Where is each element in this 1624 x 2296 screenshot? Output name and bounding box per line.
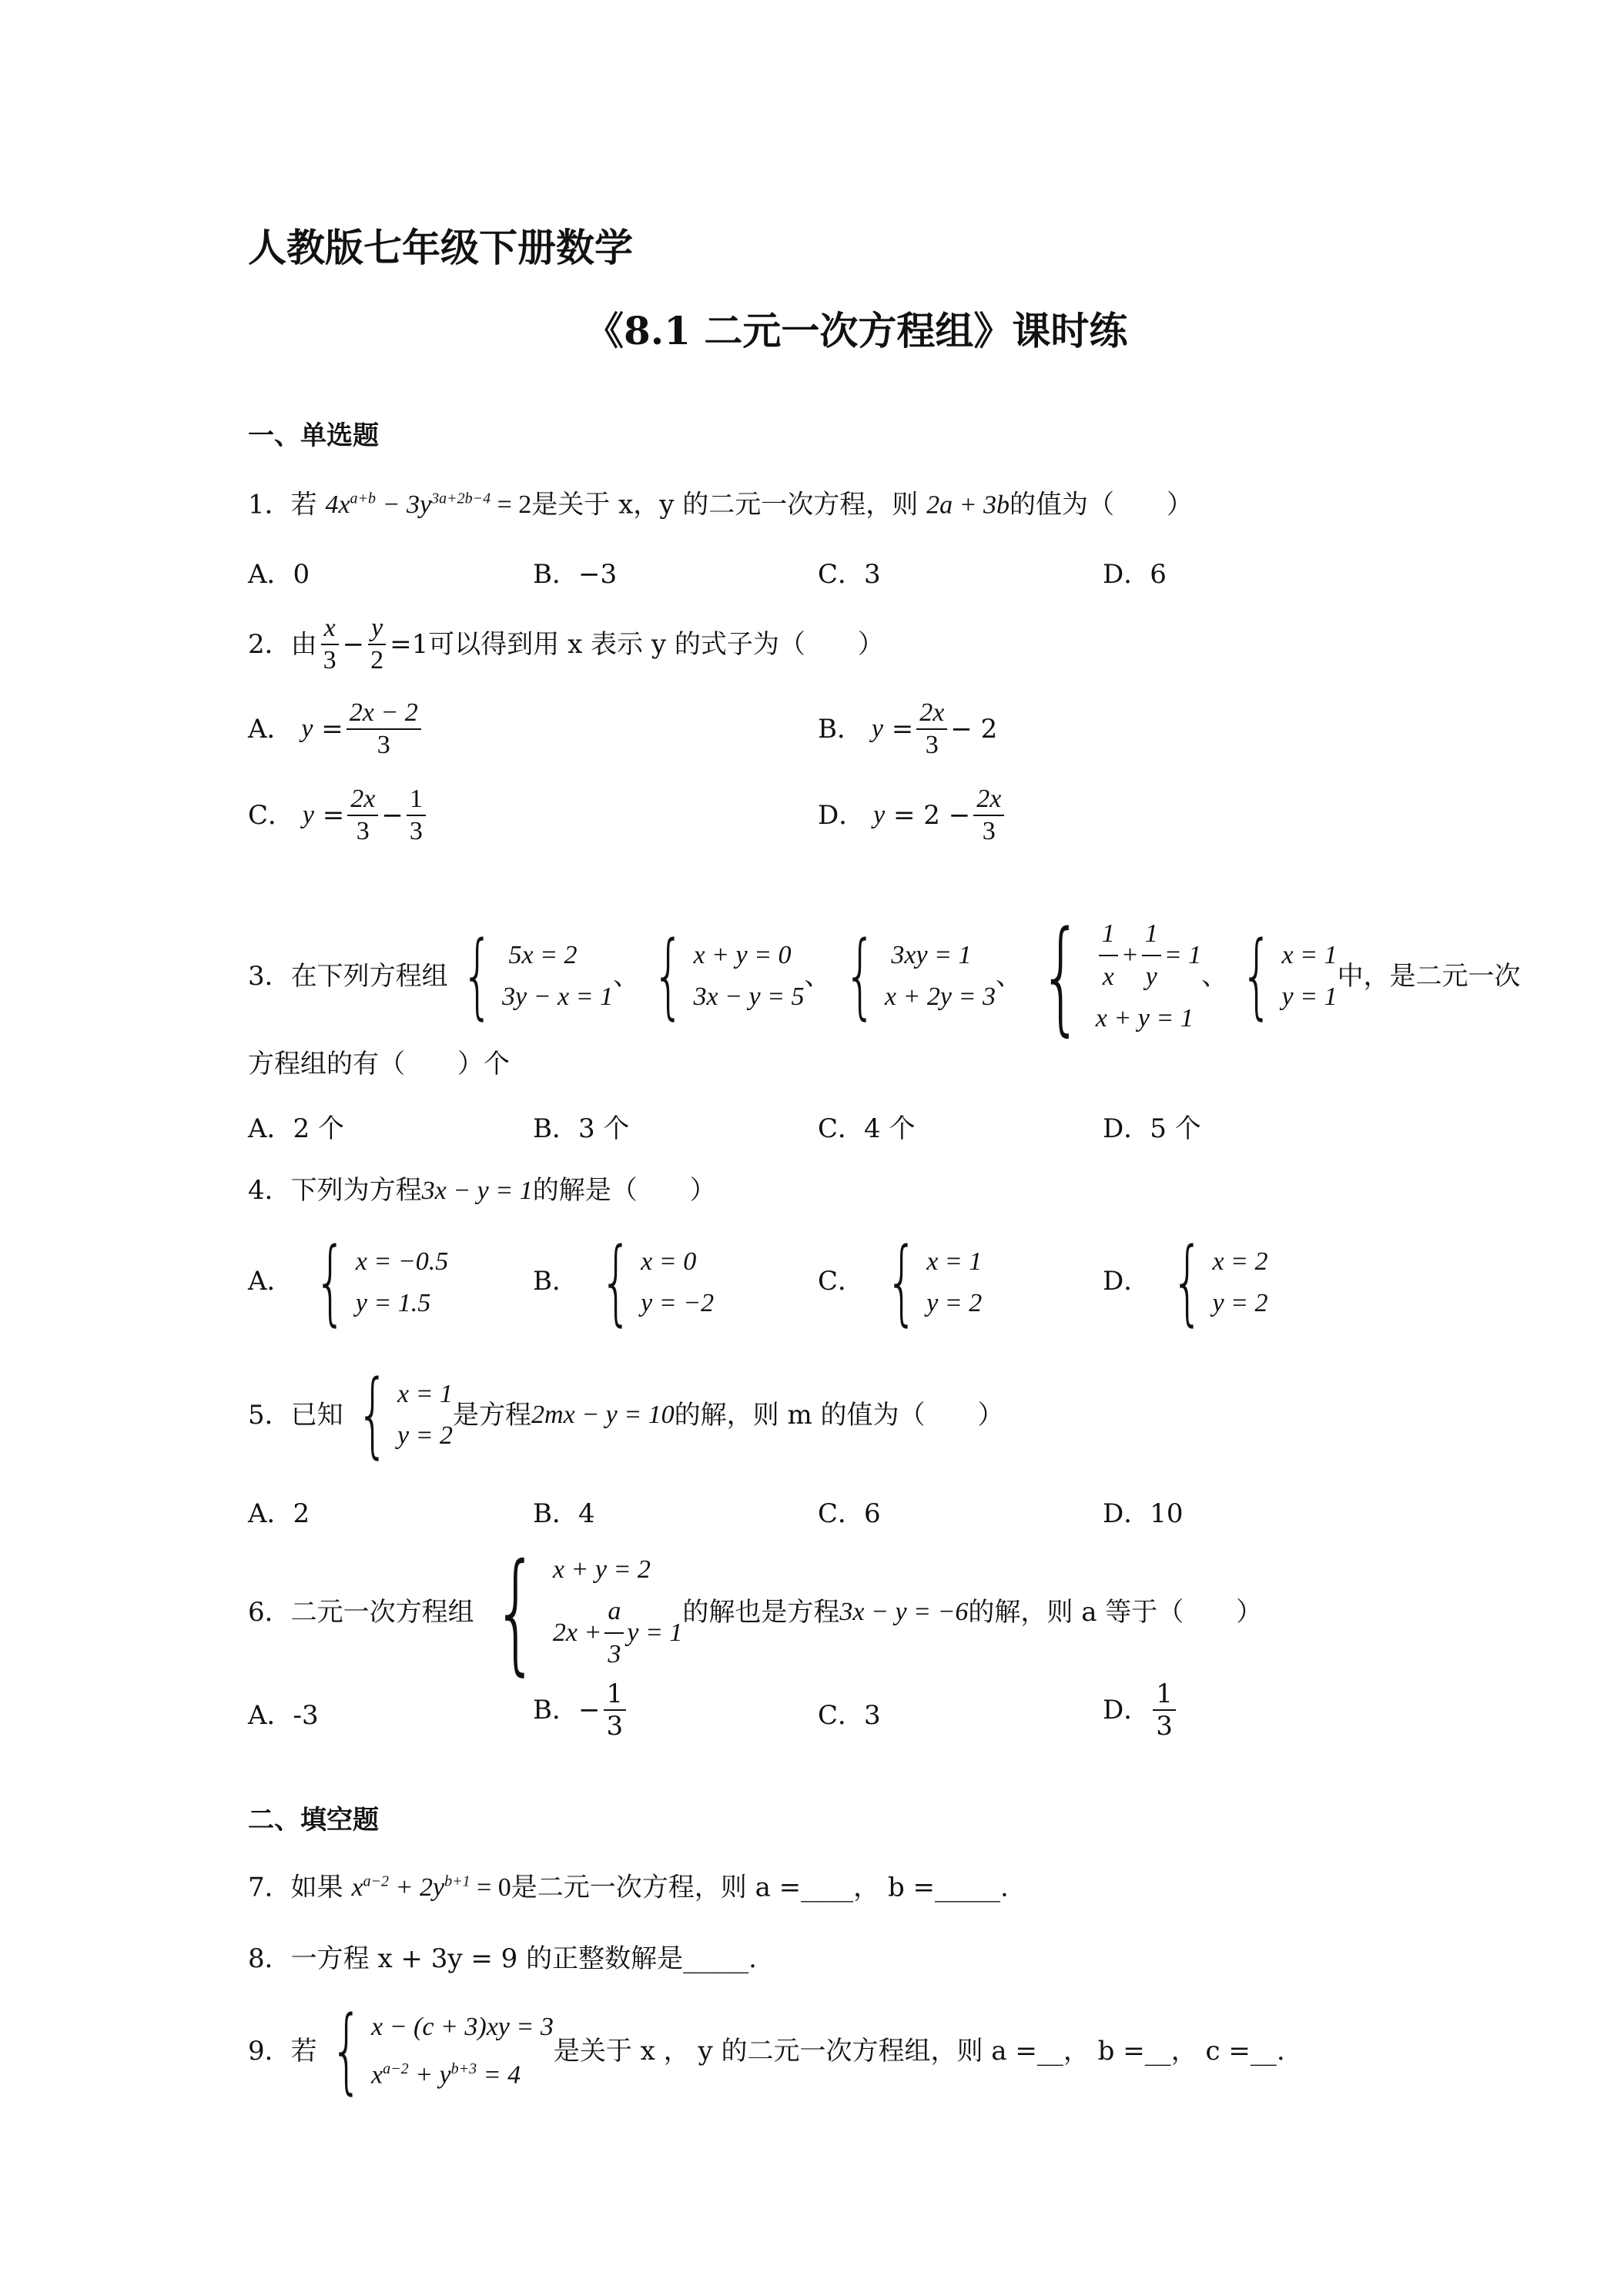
q5-option-d[interactable]: D．10 — [1103, 1498, 1184, 1529]
q3-option-b[interactable]: B．3 个 — [533, 1113, 630, 1144]
q6-option-c[interactable]: C．3 — [818, 1700, 881, 1731]
q1-option-b[interactable]: B．−3 — [533, 559, 618, 590]
q5-option-b[interactable]: B．4 — [533, 1498, 595, 1529]
question-3-line-2: 方程组的有（ ）个 — [248, 1049, 510, 1079]
question-7: 7．如果 $x^{a-2} + 2y^{b+1} = 0$是二元一次方程，则 a =____， b =_____. — [248, 1872, 1009, 1903]
q1-option-c[interactable]: C．3 — [818, 559, 881, 590]
q4-option-d[interactable]: D． { x = 2 y = 2 — [1103, 1229, 1268, 1336]
question-8: 8．一方程 x + 3y = 9 的正整数解是_____. — [248, 1943, 757, 1974]
q4-option-a[interactable]: A． { x = −0.5 y = 1.5 — [248, 1229, 449, 1336]
q1-option-a[interactable]: A．0 — [248, 559, 310, 590]
question-2: 2． 由 $\frac{x}{3}$ − $\frac{y}{2}$ =1 可以得到用 x 表示 y 的式子为（ ） — [248, 614, 884, 674]
question-9: 9． 若 { x − (c + 3)xy = 3 $x^{a-2} + y^{b+3} = 4$ 是关于 x ， y 的二元一次方程组，则 a =__， b =__， c =__. — [248, 1997, 1285, 2105]
question-5: 5． 已知 { x = 1 y = 2 是方程 2mx − y = 10 的解，则 m 的值为（ ） — [248, 1361, 1004, 1468]
question-4: 4．下列为方程3x − y = 1的解是（ ） — [248, 1175, 716, 1206]
q6-option-a[interactable]: A．-3 — [248, 1700, 319, 1731]
question-6: 6． 二元一次方程组 { x + y = 2 2x + $\frac{a}{3}$ y = 1 的解也是方程 3x − y = −6 的解，则 a 等于（ ） — [248, 1536, 1263, 1689]
question-1: 1．若 $4x^{a+b} - 3y^{3a+2b-4} = 2$是关于 x，y 的二元一次方程，则 2a + 3b的值为（ ） — [248, 489, 1194, 520]
q5-option-a[interactable]: A．2 — [248, 1498, 310, 1529]
page-subtitle: 《8.1 二元一次方程组》课时练 — [585, 308, 1128, 353]
q5-option-c[interactable]: C．6 — [818, 1498, 881, 1529]
q3-option-c[interactable]: C．4 个 — [818, 1113, 916, 1144]
q1-option-d[interactable]: D．6 — [1103, 559, 1167, 590]
page-title: 人教版七年级下册数学 — [248, 225, 633, 270]
section-heading-single-choice: 一、单选题 — [248, 420, 379, 451]
q3-option-a[interactable]: A．2 个 — [248, 1113, 344, 1144]
q2-option-c[interactable]: C． y = $\frac{2x}{3}$ − $\frac{1}{3}$ — [248, 784, 429, 847]
q3-option-d[interactable]: D．5 个 — [1103, 1113, 1201, 1144]
q2-option-b[interactable]: B． y = $\frac{2x}{3}$ − 2 — [818, 698, 998, 759]
q6-option-b[interactable]: B． − $\frac{1}{3}$ — [533, 1678, 629, 1742]
question-3: 3． 在下列方程组 { 5x = 2 3y − x = 1 、 { x + y = 0 3x − y = 5 、 { 3xy = 1 x + 2y = 3 、 { $\frac{1}{x}$ + $\frac{1}{y}$ = 1 x + y = 1 、 { x = 1 y = 1 中，是二元一次 — [248, 904, 1521, 1048]
q4-option-b[interactable]: B． { x = 0 y = −2 — [533, 1229, 715, 1336]
q2-option-a[interactable]: A． y = $\frac{2x - 2}{3}$ — [248, 698, 424, 761]
section-heading-fill-in: 二、填空题 — [248, 1805, 379, 1836]
q6-option-d[interactable]: D． $\frac{1}{3}$ — [1103, 1678, 1179, 1742]
q4-option-c[interactable]: C． { x = 1 y = 2 — [818, 1229, 983, 1336]
q2-option-d[interactable]: D． y = 2 − $\frac{2x}{3}$ — [818, 784, 1007, 847]
